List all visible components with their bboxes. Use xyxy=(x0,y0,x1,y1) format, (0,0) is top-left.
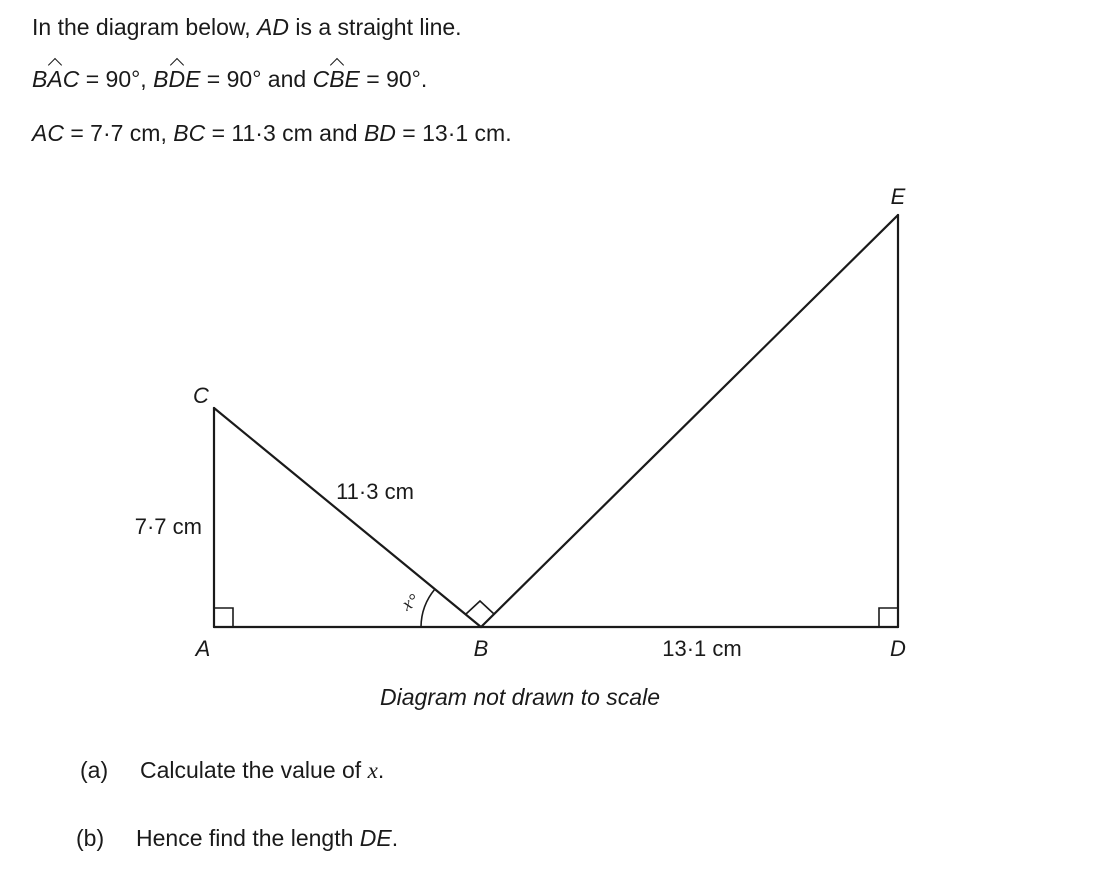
angle-x-label: x° xyxy=(398,589,422,615)
length-ac-value: = 7·7 cm, xyxy=(63,120,174,146)
point-label-b: B xyxy=(473,636,489,661)
question-a-text xyxy=(140,757,384,784)
side-be xyxy=(481,215,898,627)
angle-bac-value: = 90°, xyxy=(79,66,154,92)
length-bd-name: BD xyxy=(363,120,396,146)
angle-x-arc xyxy=(421,589,435,627)
angle-cbe-last: E xyxy=(344,66,360,92)
angle-bde-first: B xyxy=(153,66,169,92)
angle-bac-first: B xyxy=(32,66,48,92)
length-label-ac: 7·7 cm xyxy=(134,514,202,539)
angle-cbe-value: = 90°. xyxy=(359,66,428,92)
diagram-caption: Diagram not drawn to scale xyxy=(380,684,660,710)
length-label-bc: 11·3 cm xyxy=(336,479,414,504)
question-b-text xyxy=(136,825,398,852)
point-label-e: E xyxy=(890,184,906,209)
right-angle-marker-d xyxy=(879,608,898,627)
point-label-c: C xyxy=(193,383,209,408)
length-label-bd: 13·1 cm xyxy=(662,636,742,661)
intro-text-end: is a straight line. xyxy=(288,14,462,40)
length-bc-value: = 11·3 cm and xyxy=(205,120,364,146)
question-a-number: (a) xyxy=(80,757,109,783)
point-label-a: A xyxy=(195,636,211,661)
question-b-variable: DE xyxy=(359,825,392,851)
length-bc-name: BC xyxy=(173,120,206,146)
angle-cbe-first: C xyxy=(312,66,330,92)
right-angle-marker-b xyxy=(466,601,494,614)
right-angle-marker-a xyxy=(214,608,233,627)
length-ac-name: AC xyxy=(32,120,64,146)
intro-text: In the diagram below, xyxy=(32,14,258,40)
question-a-end: . xyxy=(377,757,385,783)
question-b-prompt: Hence find the length xyxy=(136,825,360,851)
question-a-variable: x xyxy=(367,758,378,783)
line-name-ad: AD xyxy=(257,14,289,40)
question-b-number: (b) xyxy=(76,825,105,851)
question-b-end: . xyxy=(391,825,399,851)
length-bd-value: = 13·1 cm. xyxy=(395,120,512,146)
angle-bde-value: = 90° and xyxy=(200,66,313,92)
side-bc xyxy=(214,408,481,627)
angle-bde-last: E xyxy=(185,66,201,92)
angle-bac-vertex: A xyxy=(47,66,63,92)
angle-bac-last: C xyxy=(62,66,80,92)
point-label-d: D xyxy=(890,636,906,661)
question-a-prompt: Calculate the value of xyxy=(140,757,368,783)
angle-bde-vertex: D xyxy=(168,66,186,92)
angle-cbe-vertex: B xyxy=(329,66,345,92)
